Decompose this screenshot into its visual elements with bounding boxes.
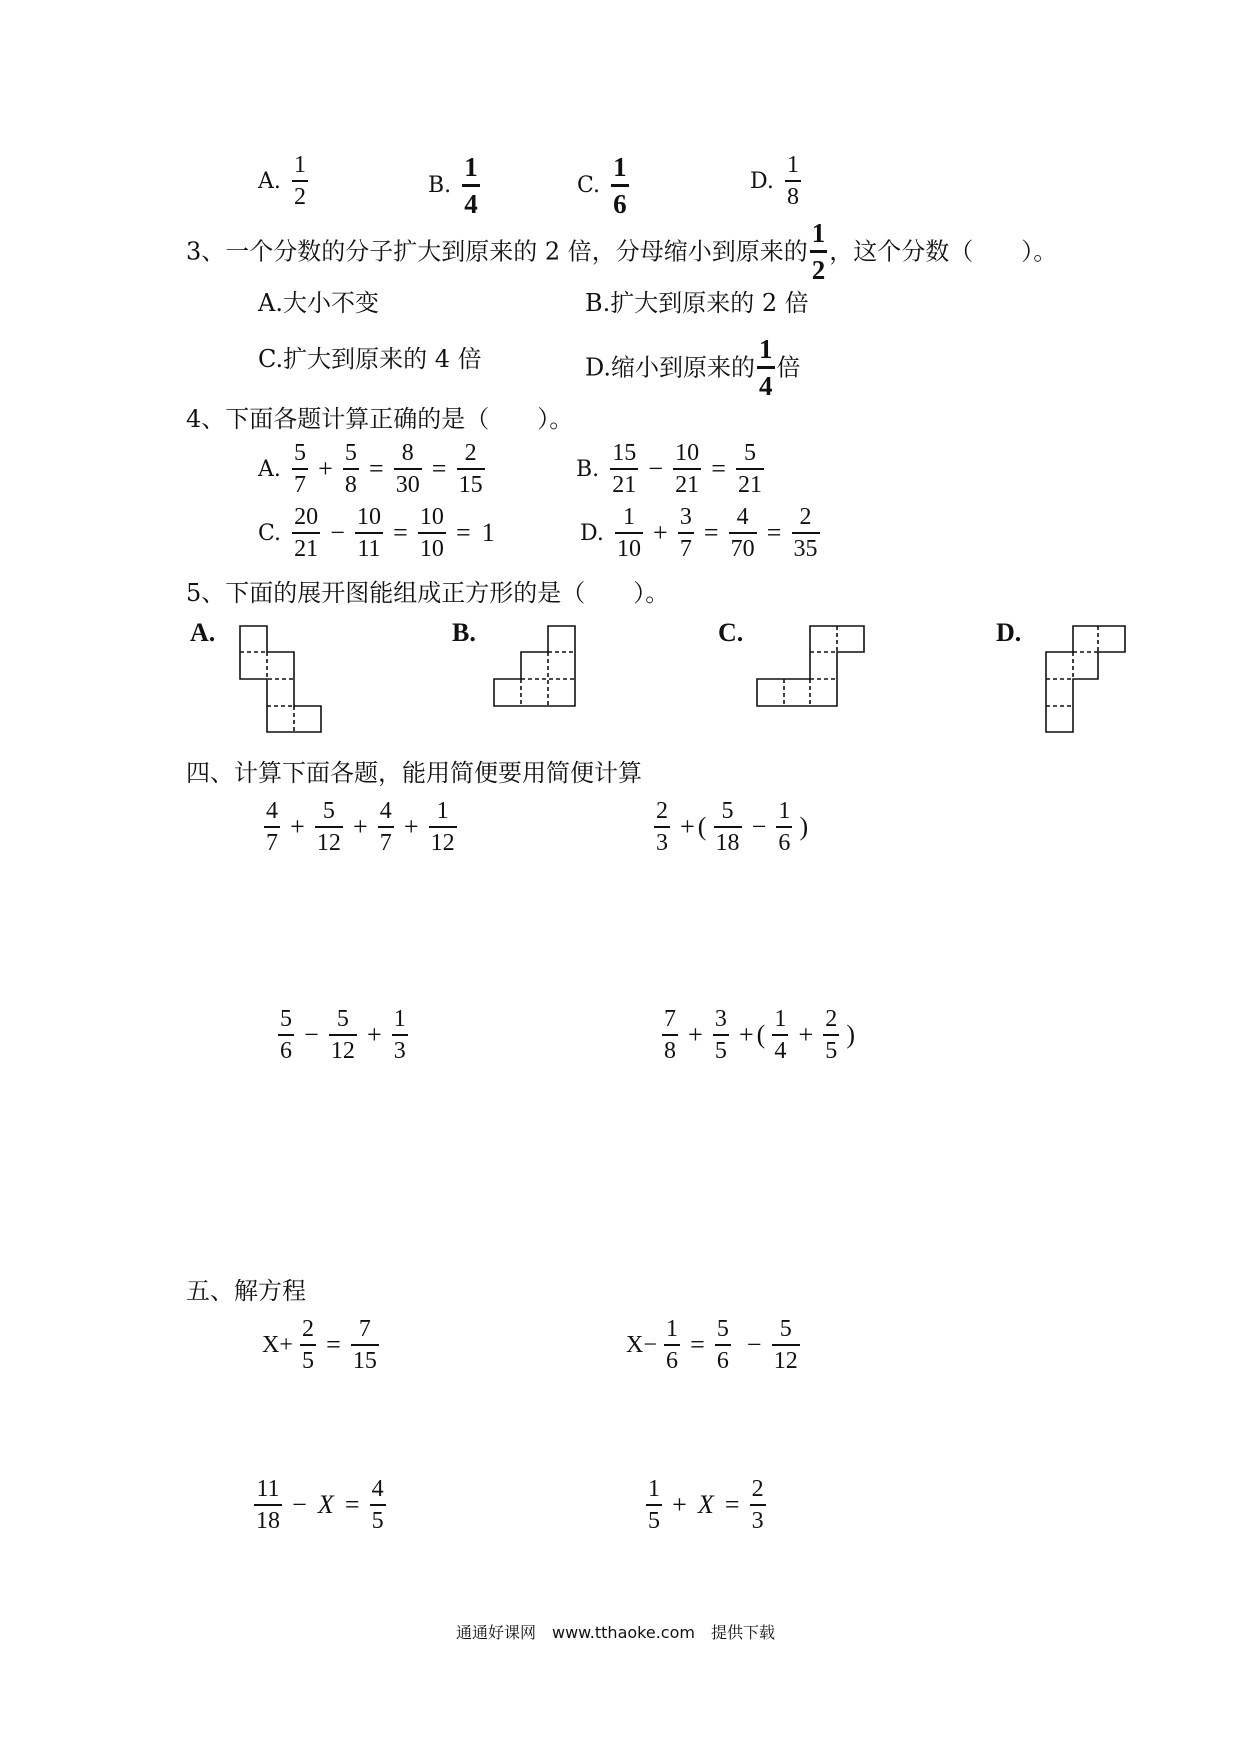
equation-4: $\frac{1}{5}$ + X = $\frac{2}{3}$: [648, 1476, 764, 1534]
q3-option-d: D.缩小到原来的 $\frac{1}{4}$ 倍: [585, 334, 801, 401]
section5-title: 五、解方程: [186, 1277, 306, 1305]
q4-stem: 4、下面各题计算正确的是（ ）。: [186, 405, 574, 433]
footer-source: 通通好课网 www.tthaoke.com 提供下载: [456, 1623, 775, 1642]
equation-2: X− $\frac{1}{6}$ = $\frac{5}{6}$ − $\frac{5}{12}$: [626, 1316, 798, 1374]
calc-expression-2: $\frac{2}{3}$ + ( $\frac{5}{18}$ − $\frac{1}{6}$ ): [656, 798, 809, 856]
net-label-a: A.: [190, 618, 216, 647]
q4-option-b: B. $\frac{15}{21}$ − $\frac{10}{21}$ = $\frac{5}{21}$: [576, 440, 762, 498]
cube-net-b: [494, 626, 575, 706]
net-label-b: B.: [452, 618, 476, 647]
calc-expression-3: $\frac{5}{6}$ − $\frac{5}{12}$ + $\frac{1}{3}$: [280, 1006, 406, 1064]
section4-title: 四、计算下面各题，能用简便要用简便计算: [186, 759, 642, 787]
calc-expression-1: $\frac{4}{7}$ + $\frac{5}{12}$ + $\frac{4}{7}$ + $\frac{1}{12}$: [266, 798, 455, 856]
q4-option-d: D. $\frac{1}{10}$ + $\frac{3}{7}$ = $\frac{4}{70}$ = $\frac{2}{35}$: [580, 504, 818, 562]
q3-option-a: A.大小不变: [258, 289, 379, 317]
calc-expression-4: $\frac{7}{8}$ + $\frac{3}{5}$ + ( $\frac{1}{4}$ + $\frac{2}{5}$ ): [664, 1006, 856, 1064]
q2-option-b: B. $\frac{1}{4}$: [428, 152, 478, 219]
equation-3: $\frac{11}{18}$ − X = $\frac{4}{5}$: [256, 1476, 384, 1534]
equation-1: X+ $\frac{2}{5}$ = $\frac{7}{15}$: [262, 1316, 377, 1374]
q5-stem: 5、下面的展开图能组成正方形的是（ ）。: [186, 579, 670, 607]
cube-net-c: [757, 626, 864, 706]
q2-option-c: C. $\frac{1}{6}$: [577, 152, 627, 219]
cube-net-d: [1046, 626, 1125, 732]
q4-option-c: C. $\frac{20}{21}$ − $\frac{10}{11}$ = $\frac{10}{10}$ = 1: [258, 504, 495, 562]
cube-nets: [0, 0, 1240, 760]
q2-option-a: A. $\frac{1}{2}$: [258, 152, 306, 210]
net-label-d: D.: [996, 618, 1022, 647]
q3-stem: 3、一个分数的分子扩大到原来的 2 倍，分母缩小到原来的 $\frac{1}{2}$ ，这个分数（ ）。: [186, 218, 1058, 285]
q4-option-a: A. $\frac{5}{7}$ + $\frac{5}{8}$ = $\frac{8}{30}$ = $\frac{2}{15}$: [258, 440, 483, 498]
cube-net-a: [240, 626, 321, 732]
q3-option-b: B.扩大到原来的 2 倍: [585, 289, 809, 317]
q2-option-d: D. $\frac{1}{8}$: [750, 152, 799, 210]
net-label-c: C.: [718, 618, 744, 647]
q3-option-c: C.扩大到原来的 4 倍: [258, 345, 482, 373]
